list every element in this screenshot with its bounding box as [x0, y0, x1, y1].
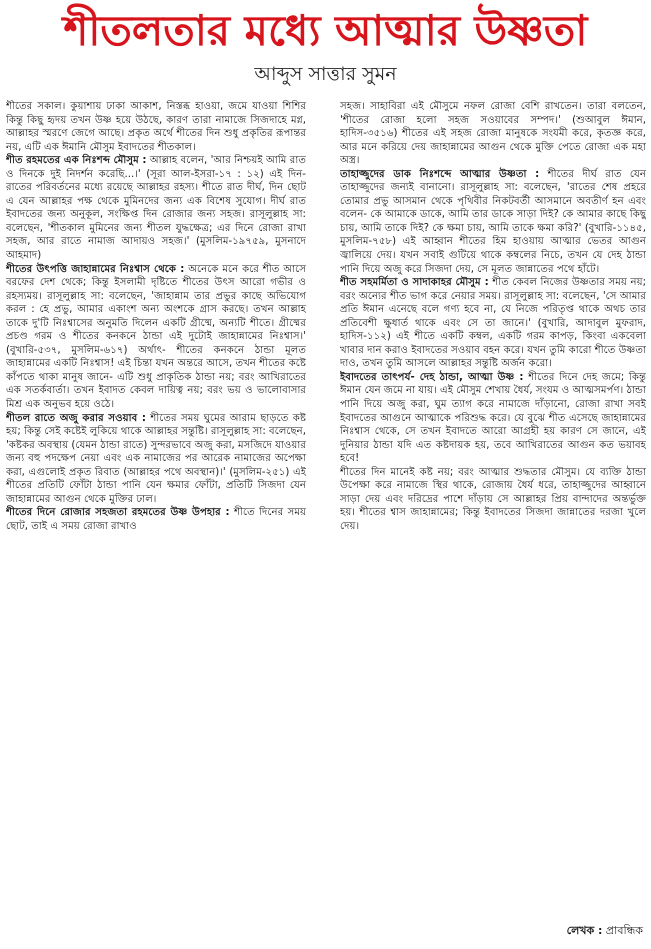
section-heading: ইবাদতের তাৎপর্য- দেহ ঠান্ডা, আত্মা উষ্ণ : — [340, 371, 524, 383]
section-heading: শীত রহমতের এক নিঃশব্দ মৌসুম : — [6, 155, 147, 167]
section-heading: শীতের দিনে রোজার সহজতা রহমতের উষ্ণ উপহার : — [6, 507, 230, 519]
section-body: শীতের সময় ঘুমের আরাম ছাড়তে কষ্ট হয়; কিন্তু সেই কষ্টেই লুকিয়ে থাকে আল্লাহর সন্তুষ্টি। রাসূলুল্লাহ সা: বলেছেন, 'কষ্টকর অবস্থায় (যেমন ঠান্ডা রাতে) সুন্দরভাবে অজু করা, মসজিদে যাওয়ার জন্য বহু পদক্ষেপ নেয়া এবং এক নামাজের পর আরেক নামাজের অপেক্ষা করা, এগুলোই প্রকৃত রিবাত (আল্লাহর পথে অবস্থান)।' (মুসলিম-২৫১) এই শীতের প্রতিটি ফোঁটা ঠান্ডা পানি যেন ক্ষমার ফোঁটা, প্রতিটি সিজদা যেন জাহান্নামের আগুন থেকে মুক্তির ঢাল। — [6, 412, 306, 505]
section-heading: শীতল রাতে অজু করার সওয়াব : — [6, 412, 146, 424]
section-heading: শীতের উৎপত্তি জাহান্নামের নিঃশ্বাস থেকে : — [6, 263, 185, 275]
section-body: আল্লাহ বলেন, 'আর নিশ্চয়ই আমি রাত ও দিনকে দুই নিদর্শন করেছি...।' (সূরা আল-ইসরা-১৭ : ১২) এই দিন-রাতের পরিবর্তনের মধ্যে রয়েছে আল্লাহর রহস্য। শীতে রাত দীর্ঘ, দিন ছোট এ যেন আল্লাহর পক্ষ থেকে মুমিনদের জন্য এক বিশেষ সুযোগ। দীর্ঘ রাত ইবাদতের জন্য অনুকূল, সংক্ষিপ্ত দিন রোজার জন্য সহজ। রাসূলুল্লাহ সা: বলেছেন, 'শীতকাল মুমিনের জন্য শীতল যুদ্ধক্ষেত্র; এর দিনে রোজা রাখা সহজ, আর রাতে নামাজ আদায়ও সহজ।' (মুসলিম-১৯৭৫৯, মুসনাদে আহমাদ) — [6, 155, 306, 262]
section-worship-significance — [340, 371, 646, 466]
section-heading: তাহাজ্জুদের ডাক নিঃশব্দে আত্মার উষ্ণতা : — [340, 168, 540, 180]
section-charity — [340, 276, 646, 371]
author-footer — [567, 922, 643, 941]
footer-value: প্রাবন্ধিক — [605, 924, 643, 937]
section-fasting-ease — [6, 506, 306, 533]
section-tahajjud — [340, 168, 646, 276]
section-body: অনেকে মনে করে শীত আসে বরফের দেশ থেকে; কিন্তু ইসলামী দৃষ্টিতে শীতের উৎস আরো গভীর ও রহস্যময়। রাসূলুল্লাহ সা: বলেছেন, 'জাহান্নাম তার প্রভুর কাছে অভিযোগ করল : হে প্রভু, আমার একাংশ অন্য অংশকে গ্রাস করছে। তখন আল্লাহ তাকে দু'টি নিঃশ্বাসের অনুমতি দিলেন একটি গ্রীষ্মে, অন্যটি শীতে। গ্রীষ্মের প্রচণ্ড গরম ও শীতের কনকনে ঠান্ডা এই দুটোই জাহান্নামের নিঃশ্বাস।' (বুখারি-৫৩৭, মুসলিম-৬১৭) অর্থাৎ- শীতের কনকনে ঠান্ডা মূলত জাহান্নামের একটি নিঃশ্বাস! এই চিন্তা যখন অন্তরে আসে, তখন শীতের কষ্টে কাঁপতে থাকা মানুষ জানে- এটি শুধু প্রাকৃতিক ঠান্ডা নয়; বরং আখিরাতের এক সতর্কবার্তা। তখন ইবাদত কেবল দায়িত্ব নয়; বরং ভয় ও ভালোবাসার মিশ্র এক অনুভব হয়ে ওঠে। — [6, 263, 306, 411]
author-byline: আব্দুস সাত্তার সুমন — [254, 63, 397, 85]
intro-paragraph: শীতের সকাল। কুয়াশায় ঢাকা আকাশ, নিস্তব্ধ হাওয়া, জমে যাওয়া শিশির কিন্তু কিছু হৃদয় তখন উষ্ণ হয়ে উঠছে, কারণ তারা নামাজে সিজদাহে মগ্ন, আল্লাহর স্মরণে জেগে আছে। প্রকৃত অর্থে শীতের দিন শুধু প্রকৃতির রূপান্তর নয়, এটি এক ঈমানি মৌসুম ইবাদতের শীতকাল। — [6, 101, 306, 153]
right-column — [340, 100, 646, 942]
section-body: শীতে দিনের সময় ছোট, তাই এ সময় রোজা রাখাও — [6, 507, 306, 532]
section-body: শীতের দিনে দেহ জমে; কিন্তু ঈমান যেন জমে না যায়। এই মৌসুম শেখায় ধৈর্য, সংযম ও আত্মসমর্পণ। ঠান্ডা পানি দিয়ে অজু করা, ঘুম ত্যাগ করে নামাজে দাঁড়ানো, রোজা রাখা সবই ইবাদতের আগুনে আত্মাকে পরিশুদ্ধ করে। যে বুঝে শীত এসেছে জাহান্নামের নিঃশ্বাস থেকে, সে তখন ইবাদতে আরো আগ্রহী হয় কারণ সে জানে, এই দুনিয়ার ঠান্ডা যদি এত কষ্টদায়ক হয়, তবে আখিরাতের আগুন কত ভয়াবহ হবে! — [340, 371, 646, 465]
continuation-paragraph: সহজ। সাহাবিরা এই মৌসুমে নফল রোজা বেশি রাখতেন। তারা বলতেন, 'শীতের রোজা হলো সহজ সওয়াবের সম্পদ।' (শুআবুল ঈমান, হাদিস-৩৫১৬) শীতের এই সহজ রোজা মানুষকে সংযমী করে, কৃতজ্ঞ করে, আর মনে করিয়ে দেয় জাহান্নামের আগুন থেকে মুক্তি পেতে রোজা এক মহা অস্ত্র। — [340, 101, 646, 167]
article-title: শীতলতার মধ্যে আত্মার উষ্ণতা — [63, 6, 588, 55]
section-body: শীতের দীর্ঘ রাত যেন তাহাজ্জুদের জন্যই বানানো। রাসূলুল্লাহ সা: বলেছেন, 'রাতের শেষ প্রহরে তোমার প্রভু আসমান থেকে পৃথিবীর নিকটবর্তী আসমানে অবতীর্ণ হন এবং বলেন- কে আমাকে ডাকে, আমি তার ডাকে সাড়া দিই? কে আমার কাছে কিছু চায়, আমি তাকে দিই? কে ক্ষমা চায়, আমি তাকে ক্ষমা করি?' (বুখারি-১১৪৫, মুসলিম-৭৫৮) এই আহ্বান শীতের হিম হাওয়ায় আত্মার ভেতর আগুন জ্বালিয়ে দেয়। যখন সবাই গুটিয়ে থাকে কম্বলের নিচে, তখন যে দেহ ঠান্ডা পানি দিয়ে অজু করে সিজদা দেয়, সে মূলত জান্নাতের পথে হাঁটে। — [340, 168, 646, 275]
left-column — [6, 100, 306, 942]
section-body: শীত কেবল নিজের উষ্ণতার সময় নয়; বরং অন্যের শীত ভাগ করে নেয়ার সময়। রাসূলুল্লাহ সা: বলেছেন, 'সে আমার প্রতি ঈমান এনেছে বলে গণ্য হবে না, যে নিজে পরিতৃপ্ত থাকে অথচ তার প্রতিবেশী ক্ষুধার্ত থাকে এবং সে তা জানে।' (বুখারি, আদাবুল মুফরাদ, হাদিস-১১২) এই শীতে একটি কম্বল, একটি গরম কাপড়, কিংবা একবেলা খাবার দান করাও ইবাদতের সওয়াব বহন করে। যখন তুমি কারো শীতে উষ্ণতা দাও, তখন তুমি আসলে আল্লাহর সন্তুষ্টি অর্জন করো। — [340, 277, 646, 370]
section-heading: শীত সহমর্মিতা ও সাদাকাহর মৌসুম : — [340, 277, 489, 289]
closing-paragraph: শীতের দিন মানেই কষ্ট নয়; বরং আত্মার শুদ্ধতার মৌসুম। যে ব্যক্তি ঠান্ডা উপেক্ষা করে নামাজে স্থির থাকে, রোজায় ধৈর্য ধরে, তাহাজ্জুদের আহ্বানে সাড়া দেয় এবং দরিদ্রের পাশে দাঁড়ায় সে আল্লাহর প্রিয় বান্দাদের অন্তর্ভুক্ত হয়। শীতের শ্বাস জাহান্নামের; কিন্তু ইবাদতের সিজদা জান্নাতের দরজা খুলে দেয়। — [340, 466, 646, 532]
footer-label: লেখক : — [566, 924, 603, 937]
section-mercy-season — [6, 154, 306, 262]
section-wudu-reward — [6, 412, 306, 507]
section-winter-origin — [6, 263, 306, 412]
